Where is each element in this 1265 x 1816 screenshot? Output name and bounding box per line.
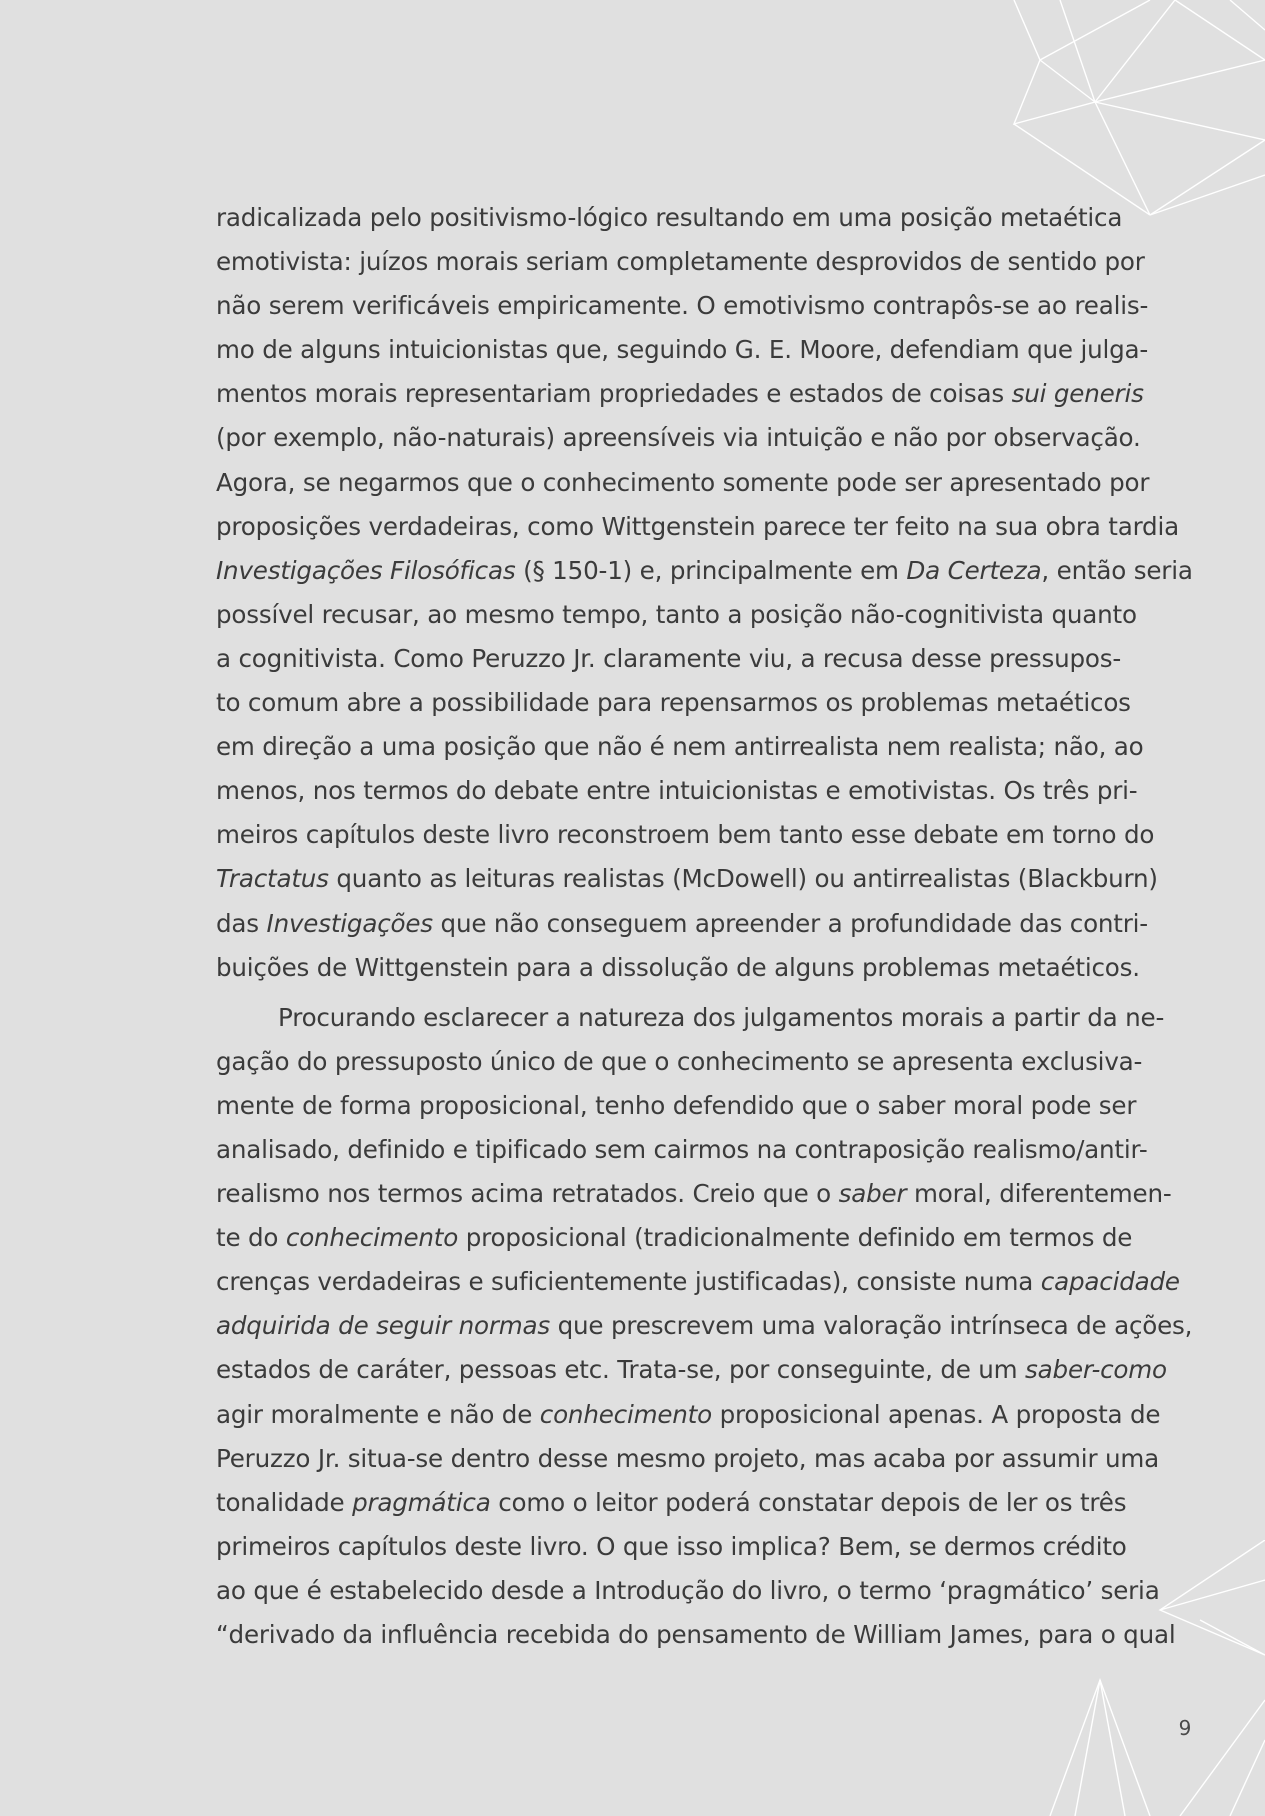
italic-term: Investigações	[266, 908, 433, 938]
italic-term: Da Certeza	[906, 555, 1042, 585]
text-line: te do conhecimento proposicional (tradicionalmente definido em termos de	[216, 1223, 1133, 1253]
text-line: a cognitivista. Como Peruzzo Jr. claramente viu, a recusa desse pressupos-	[216, 643, 1122, 673]
text-line: possível recusar, ao mesmo tempo, tanto a posição não-cognitivista quanto	[216, 599, 1137, 629]
italic-term: pragmática	[352, 1487, 491, 1517]
text-line: mo de alguns intuicionistas que, seguindo G. E. Moore, defendiam que julga-	[216, 335, 1149, 365]
text-line: estados de caráter, pessoas etc. Trata-se, por conseguinte, de um saber-como	[216, 1355, 1167, 1385]
italic-term: adquirida de seguir normas	[216, 1311, 551, 1341]
text-line: emotivista: juízos morais seriam completamente desprovidos de sentido por	[216, 247, 1145, 277]
geometric-ornament-top-right	[1000, 0, 1265, 220]
text-line: menos, nos termos do debate entre intuicionistas e emotivistas. Os três pri-	[216, 776, 1138, 806]
text-line: mentos morais representariam propriedades e estados de coisas sui generis	[216, 379, 1144, 409]
text-line: proposições verdadeiras, como Wittgenstein parece ter feito na sua obra tardia	[216, 511, 1179, 541]
text-line: realismo nos termos acima retratados. Creio que o saber moral, diferentemen-	[216, 1179, 1172, 1209]
text-line: agir moralmente e não de conhecimento proposicional apenas. A proposta de	[216, 1399, 1161, 1429]
text-line: Investigações Filosóficas (§ 150-1) e, principalmente em Da Certeza, então seria	[216, 555, 1193, 585]
italic-term: conhecimento	[285, 1223, 459, 1253]
text-line: primeiros capítulos deste livro. O que isso implica? Bem, se dermos crédito	[216, 1531, 1127, 1561]
italic-term: Tractatus	[216, 864, 329, 894]
text-line: Procurando esclarecer a natureza dos julgamentos morais a partir da ne-	[278, 1002, 1165, 1032]
paragraph-1	[216, 196, 1193, 990]
text-line: gação do pressuposto único de que o conhecimento se apresenta exclusiva-	[216, 1046, 1143, 1076]
text-line: tonalidade pragmática como o leitor poderá constatar depois de ler os três	[216, 1487, 1127, 1517]
text-line: radicalizada pelo positivismo-lógico resultando em uma posição metaética	[216, 203, 1123, 232]
text-line: mente de forma proposicional, tenho defendido que o saber moral pode ser	[216, 1090, 1137, 1120]
text-line: buições de Wittgenstein para a dissolução de alguns problemas metaéticos.	[216, 952, 1140, 982]
italic-term: saber	[838, 1179, 907, 1209]
text-line: crenças verdadeiras e suficientemente justificadas), consiste numa capacidade	[216, 1267, 1180, 1297]
text-line: em direção a uma posição que não é nem antirrealista nem realista; não, ao	[216, 732, 1144, 762]
text-line: Peruzzo Jr. situa-se dentro desse mesmo projeto, mas acaba por assumir uma	[216, 1443, 1159, 1473]
italic-term: conhecimento	[539, 1399, 712, 1429]
text-line: Agora, se negarmos que o conhecimento somente pode ser apresentado por	[216, 467, 1150, 497]
text-line: não serem verificáveis empiricamente. O emotivismo contrapôs-se ao realis-	[216, 291, 1149, 321]
text-line: adquirida de seguir normas que prescrevem uma valoração intrínseca de ações,	[216, 1311, 1193, 1341]
text-line: ao que é estabelecido desde a Introdução do livro, o termo ‘pragmático’ seria	[216, 1575, 1160, 1605]
italic-term: sui generis	[1011, 379, 1144, 409]
body-text	[216, 196, 1193, 1657]
text-line: (por exemplo, não-naturais) apreensíveis via intuição e não por observação.	[216, 423, 1141, 453]
text-line: meiros capítulos deste livro reconstroem bem tanto esse debate em torno do	[216, 820, 1155, 850]
paragraph-2	[216, 996, 1193, 1657]
text-line: “derivado da influência recebida do pensamento de William James, para o qual	[216, 1620, 1176, 1649]
page-number: 9	[1178, 1716, 1192, 1740]
text-line: to comum abre a possibilidade para repensarmos os problemas metaéticos	[216, 688, 1131, 718]
text-line: Tractatus quanto as leituras realistas (McDowell) ou antirrealistas (Blackburn)	[216, 864, 1158, 894]
italic-term: Investigações Filosóficas	[216, 555, 516, 585]
text-line: das Investigações que não conseguem apreender a profundidade das contri-	[216, 908, 1148, 938]
italic-term: saber-como	[1025, 1355, 1167, 1385]
text-line: analisado, definido e tipificado sem cairmos na contraposição realismo/antir-	[216, 1134, 1148, 1164]
italic-term: capacidade	[1040, 1267, 1180, 1297]
